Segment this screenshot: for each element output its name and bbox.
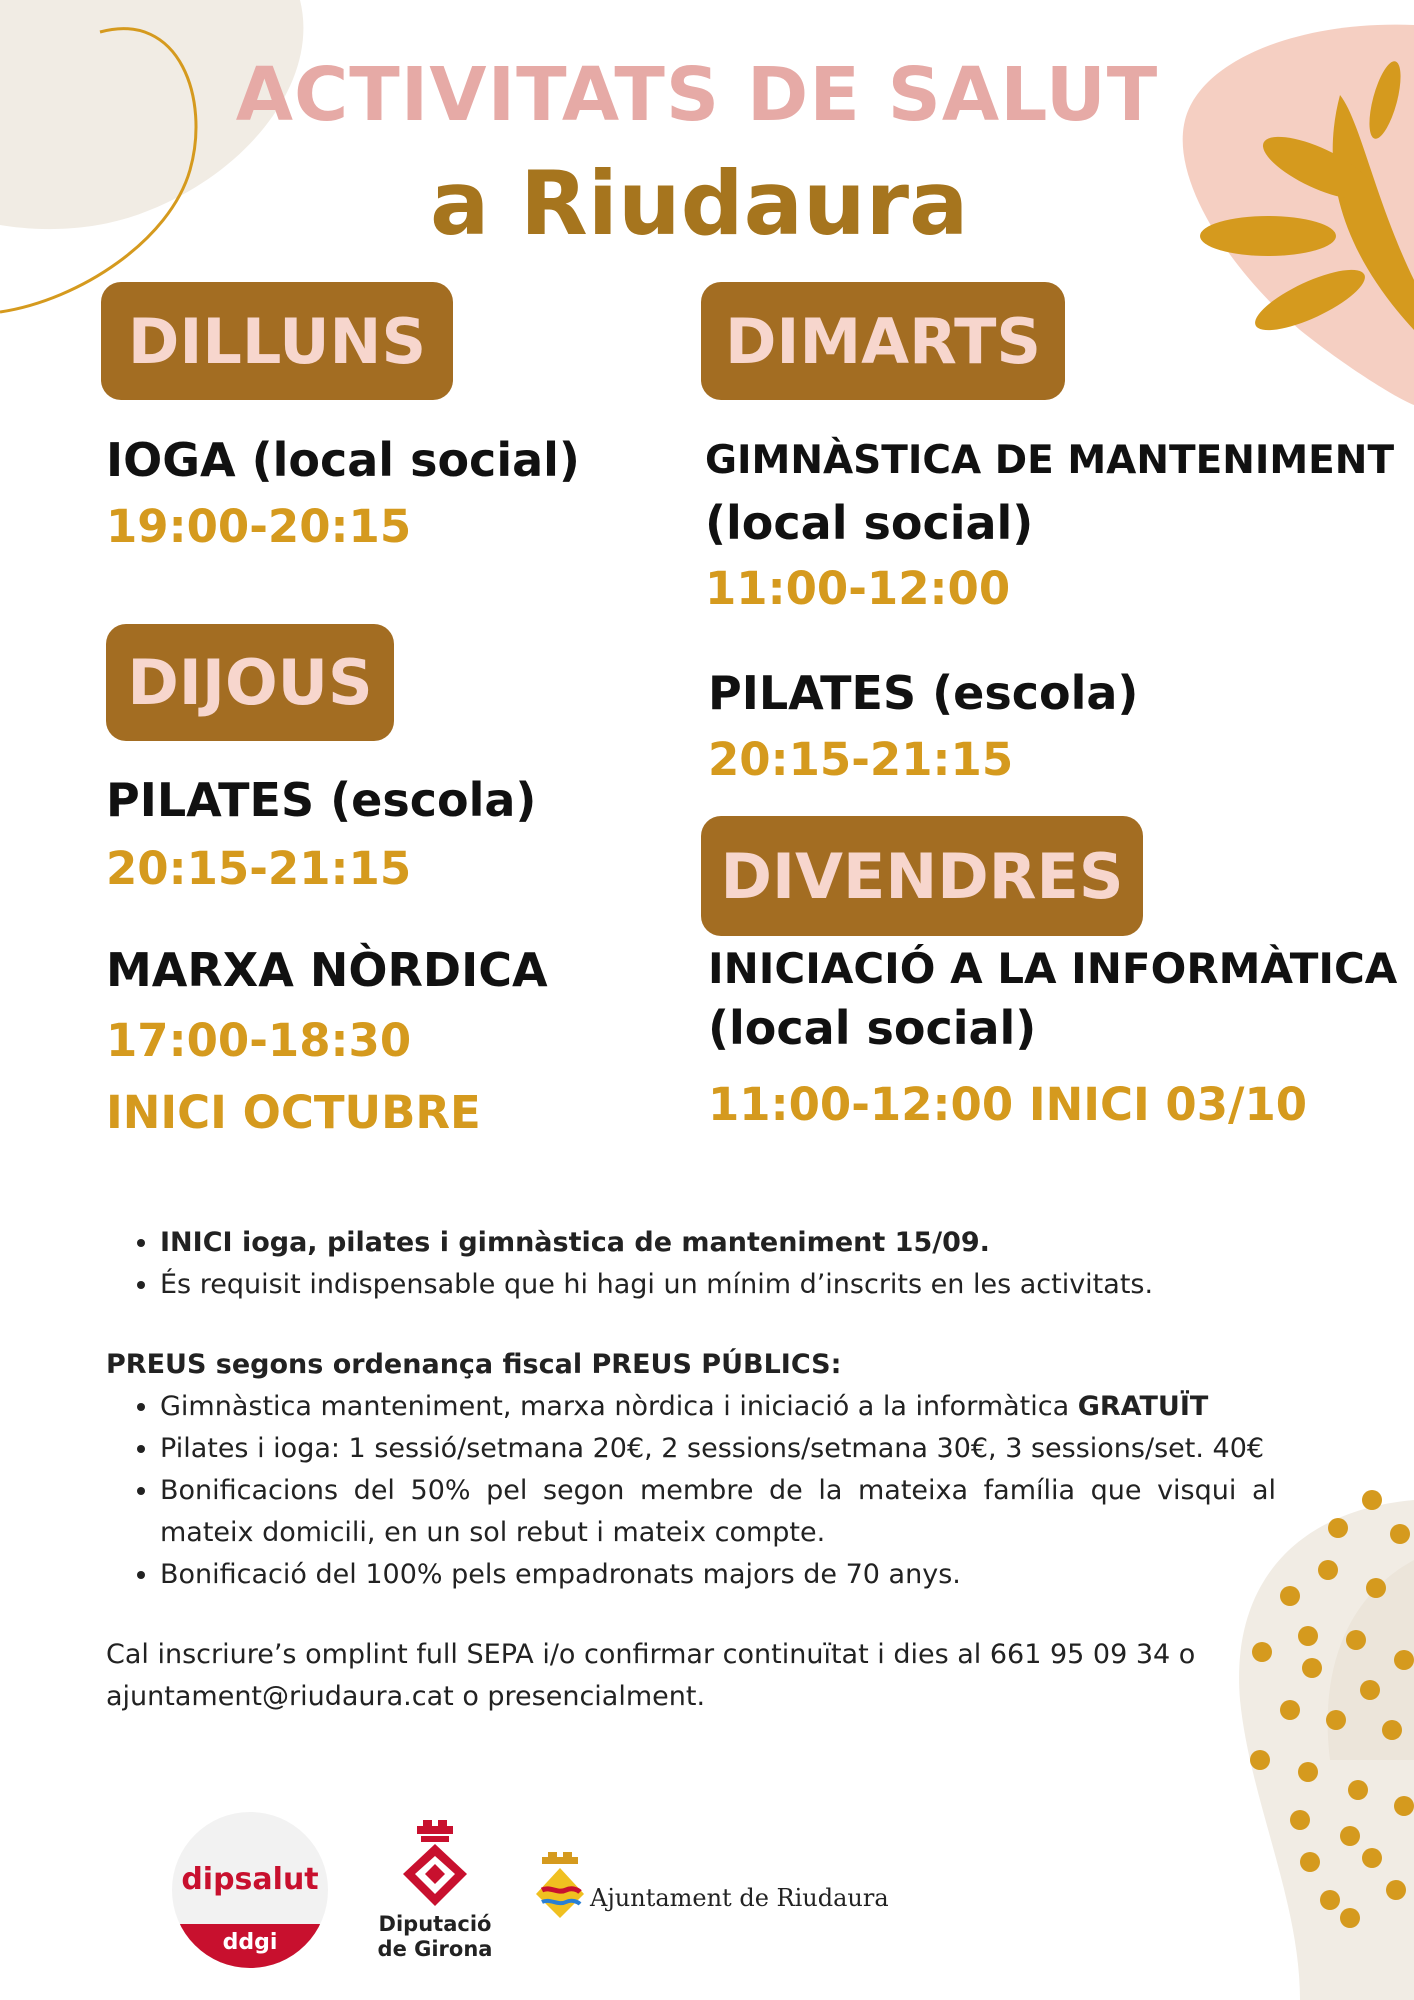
- activity-pilates-dimarts-time: 20:15-21:15: [708, 733, 1014, 786]
- activity-gimnastica: [705, 430, 1394, 554]
- note-start-date: • INICI ioga, pilates i gimnàstica de manteniment 15/09.: [160, 1222, 1276, 1264]
- riudaura-coat-of-arms-icon: [532, 1850, 588, 1920]
- price-pilates-ioga: • Pilates i ioga: 1 sessió/setmana 20€, 2 sessions/setmana 30€, 3 sessions/set. 40€: [160, 1428, 1276, 1470]
- prices-list: [106, 1386, 1276, 1596]
- ajuntament-riudaura-label: Ajuntament de Riudaura: [590, 1884, 889, 1912]
- activity-marxa-nordica-time: 17:00-18:30: [106, 1014, 412, 1067]
- activity-informatica-line1: INICIACIÓ A LA INFORMÀTICA: [708, 944, 1398, 993]
- activity-pilates-dimarts: PILATES (escola): [708, 666, 1139, 720]
- note-requirement: • És requisit indispensable que hi hagi un mínim d’inscrits en les activitats.: [160, 1264, 1276, 1306]
- notes-section: [106, 1222, 1276, 1718]
- activity-pilates-dijous-time: 20:15-21:15: [106, 842, 412, 895]
- day-badge-dijous: DIJOUS: [106, 624, 394, 741]
- activity-informatica: [708, 940, 1397, 1058]
- price-bonus-seniors: • Bonificació del 100% pels empadronats majors de 70 anys.: [160, 1554, 1276, 1596]
- diputacio-line2: de Girona: [377, 1937, 493, 1961]
- activity-gimnastica-line2: (local social): [705, 496, 1034, 550]
- activity-informatica-time: 11:00-12:00 INICI 03/10: [708, 1078, 1308, 1131]
- signup-info: Cal inscriure’s omplint full SEPA i/o confirmar continuïtat i dies al 661 95 09 34 o ajuntament@riudaura.cat o presencialment.: [106, 1639, 1196, 1712]
- activity-pilates-dijous: PILATES (escola): [106, 773, 537, 827]
- diputacio-girona-label: [370, 1912, 500, 1962]
- price-free: • Gimnàstica manteniment, marxa nòrdica i iniciació a la informàtica GRATUÏT: [160, 1386, 1276, 1428]
- day-badge-dilluns: DILLUNS: [101, 282, 453, 400]
- diputacio-girona-crest-icon: [395, 1818, 475, 1910]
- start-notes-list: [106, 1222, 1276, 1306]
- prices-heading: PREUS segons ordenança fiscal PREUS PÚBLICS:: [106, 1349, 842, 1380]
- dipsalut-logo-text: dipsalut: [181, 1862, 319, 1897]
- day-badge-divendres: DIVENDRES: [701, 816, 1143, 936]
- page-subtitle: a Riudaura: [430, 152, 969, 255]
- activity-marxa-nordica: MARXA NÒRDICA: [106, 943, 548, 997]
- page-title: ACTIVITATS DE SALUT: [235, 52, 1159, 138]
- dipsalut-logo-subtext: ddgi: [172, 1924, 328, 1968]
- price-bonus-family: • Bonificacions del 50% pel segon membre de la mateixa família que visqui al mateix domicili, en un sol rebut i mateix compte.: [160, 1470, 1276, 1554]
- dipsalut-logo: [172, 1812, 328, 1968]
- activity-gimnastica-line1: GIMNÀSTICA DE MANTENIMENT: [705, 438, 1395, 483]
- activity-gimnastica-time: 11:00-12:00: [705, 562, 1011, 615]
- activity-marxa-nordica-start: INICI OCTUBRE: [106, 1086, 481, 1139]
- activity-ioga: IOGA (local social): [106, 433, 580, 487]
- day-badge-dimarts: DIMARTS: [701, 282, 1065, 400]
- activity-informatica-line2: (local social): [708, 1001, 1037, 1055]
- activity-ioga-time: 19:00-20:15: [106, 500, 412, 553]
- diputacio-line1: Diputació: [378, 1912, 492, 1936]
